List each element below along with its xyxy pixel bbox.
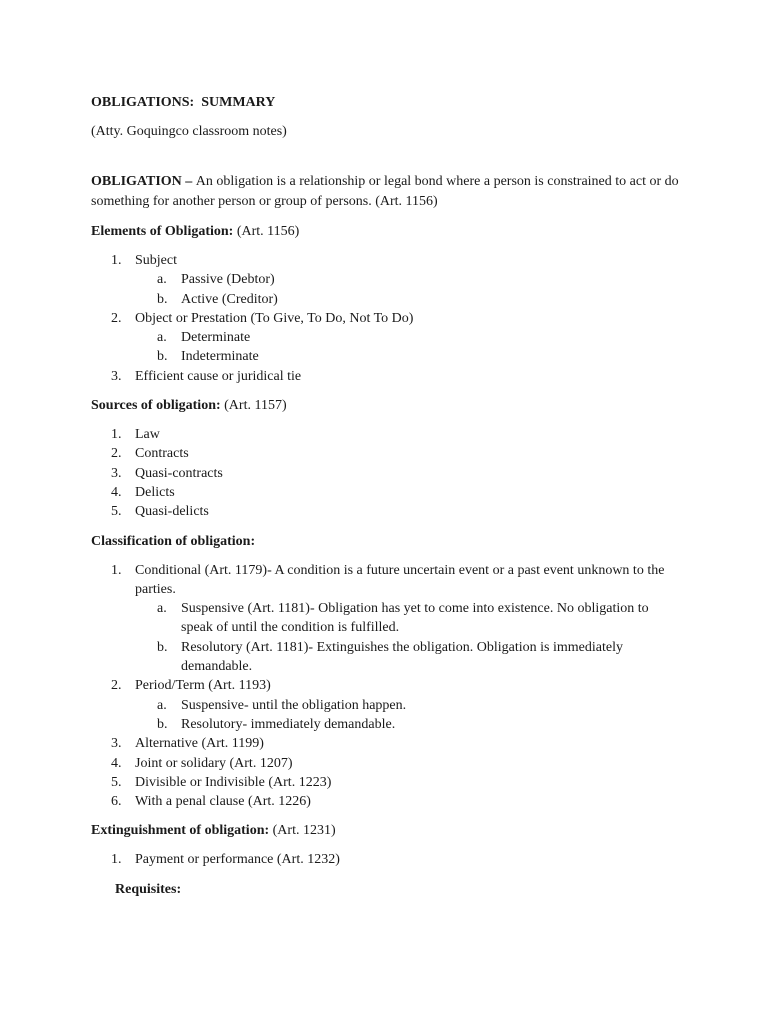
sublist-letter: b.: [157, 349, 168, 365]
elements-heading-ref: (Art. 1156): [233, 224, 300, 239]
sublist-letter: a.: [157, 272, 167, 288]
sources-heading-label: Sources of obligation:: [91, 398, 221, 414]
list-item-text: Conditional (Art. 1179)- A condition is a future uncertain event or a past event unknown to the parties.: [135, 562, 665, 597]
list-number: 5.: [111, 774, 122, 790]
sublist-item-text: Resolutory- immediately demandable.: [181, 716, 396, 732]
sources-heading: [91, 396, 681, 416]
list-item: [91, 309, 681, 328]
list-item: [91, 367, 681, 386]
elements-heading: [91, 222, 681, 242]
extinguishment-heading-label: Extinguishment of obligation:: [91, 823, 270, 839]
classification-heading-label: Classification of obligation:: [91, 533, 256, 549]
list-item: [91, 850, 681, 869]
list-number: 5.: [111, 504, 122, 520]
elements-heading-label: Elements of Obligation:: [91, 224, 234, 239]
sublist-item: [91, 347, 681, 366]
list-number: 3.: [111, 368, 122, 384]
sublist-container: [91, 270, 681, 309]
extinguishment-heading: [91, 821, 681, 841]
sublist-container: [91, 599, 681, 676]
list-item: [91, 792, 681, 811]
list-number: 4.: [111, 484, 122, 500]
list-number: 1.: [111, 852, 122, 868]
list-number: 2.: [111, 446, 122, 462]
sources-list: [91, 425, 681, 521]
sublist: [91, 270, 681, 309]
document-subtitle: (Atty. Goquingco classroom notes): [91, 124, 287, 139]
list-item: [91, 734, 681, 753]
sublist-container: [91, 328, 681, 367]
list-item: [91, 676, 681, 695]
sublist-item-text: Active (Creditor): [181, 291, 278, 307]
sublist-container: [91, 696, 681, 735]
list-item-text: Alternative (Art. 1199): [135, 736, 264, 752]
extinguishment-heading-ref: (Art. 1231): [269, 823, 336, 839]
list-item: [91, 251, 681, 270]
list-number: 1.: [111, 253, 122, 268]
requisites-heading: Requisites:: [115, 881, 182, 897]
sublist-item-text: Determinate: [181, 330, 251, 346]
sublist-letter: a.: [157, 601, 167, 617]
list-item: [91, 483, 681, 502]
list-number: 3.: [111, 736, 122, 752]
list-item: [91, 561, 681, 600]
sublist-item-text: Passive (Debtor): [181, 272, 275, 288]
list-item: [91, 773, 681, 792]
sublist: [91, 599, 681, 676]
sublist-letter: a.: [157, 330, 167, 346]
list-item-text: Quasi-delicts: [135, 504, 209, 520]
list-number: 6.: [111, 794, 122, 810]
sublist: [91, 696, 681, 735]
sublist-item: [91, 599, 681, 638]
list-item-text: Divisible or Indivisible (Art. 1223): [135, 774, 332, 790]
list-item-text: Quasi-contracts: [135, 465, 223, 481]
list-item-text: Joint or solidary (Art. 1207): [135, 755, 293, 771]
sublist-letter: b.: [157, 639, 168, 655]
list-number: 3.: [111, 465, 122, 481]
obligation-definition: [91, 172, 681, 212]
document-page: [91, 93, 681, 900]
list-item-text: Payment or performance (Art. 1232): [135, 852, 340, 868]
list-item-text: With a penal clause (Art. 1226): [135, 794, 311, 810]
list-item: [91, 502, 681, 521]
extinguishment-list: [91, 850, 681, 869]
sublist-item: [91, 696, 681, 715]
sublist-item: [91, 715, 681, 734]
list-item-text: Efficient cause or juridical tie: [135, 368, 302, 384]
list-number: 2.: [111, 678, 122, 694]
list-item: [91, 464, 681, 483]
list-item-text: Period/Term (Art. 1193): [135, 678, 271, 694]
definition-text: An obligation is a relationship or legal bond where a person is constrained to act or do something for another person or group of persons. (Art. 1156): [91, 174, 679, 209]
definition-term: OBLIGATION –: [91, 174, 196, 189]
list-item-text: Subject: [135, 253, 177, 268]
sublist-item: [91, 638, 681, 677]
elements-list: [91, 251, 681, 386]
classification-list: [91, 561, 681, 812]
sublist-item-text: Suspensive- until the obligation happen.: [181, 697, 407, 713]
sublist-item: [91, 290, 681, 309]
list-number: 4.: [111, 755, 122, 771]
list-item-text: Object or Prestation (To Give, To Do, Not To Do): [135, 310, 414, 326]
sources-heading-ref: (Art. 1157): [220, 398, 287, 414]
list-number: 2.: [111, 310, 122, 326]
sublist-letter: b.: [157, 291, 168, 307]
list-item: [91, 425, 681, 444]
list-item-text: Contracts: [135, 446, 189, 462]
sublist-item-text: Indeterminate: [181, 349, 259, 365]
sublist-letter: b.: [157, 716, 168, 732]
sublist-item-text: Resolutory (Art. 1181)- Extinguishes the obligation. Obligation is immediately demandable.: [181, 639, 623, 675]
list-item: [91, 754, 681, 773]
sublist-item: [91, 270, 681, 289]
classification-heading: [91, 532, 681, 552]
list-item-text: Law: [135, 427, 160, 443]
list-item-text: Delicts: [135, 484, 175, 500]
sublist-letter: a.: [157, 697, 167, 713]
list-number: 1.: [111, 562, 122, 578]
sublist-item-text: Suspensive (Art. 1181)- Obligation has yet to come into existence. No obligation to speak of until the condition is fulfilled.: [181, 601, 649, 636]
list-item: [91, 444, 681, 463]
list-number: 1.: [111, 427, 122, 443]
sublist-item: [91, 328, 681, 347]
document-title: OBLIGATIONS: SUMMARY: [91, 95, 276, 110]
sublist: [91, 328, 681, 367]
